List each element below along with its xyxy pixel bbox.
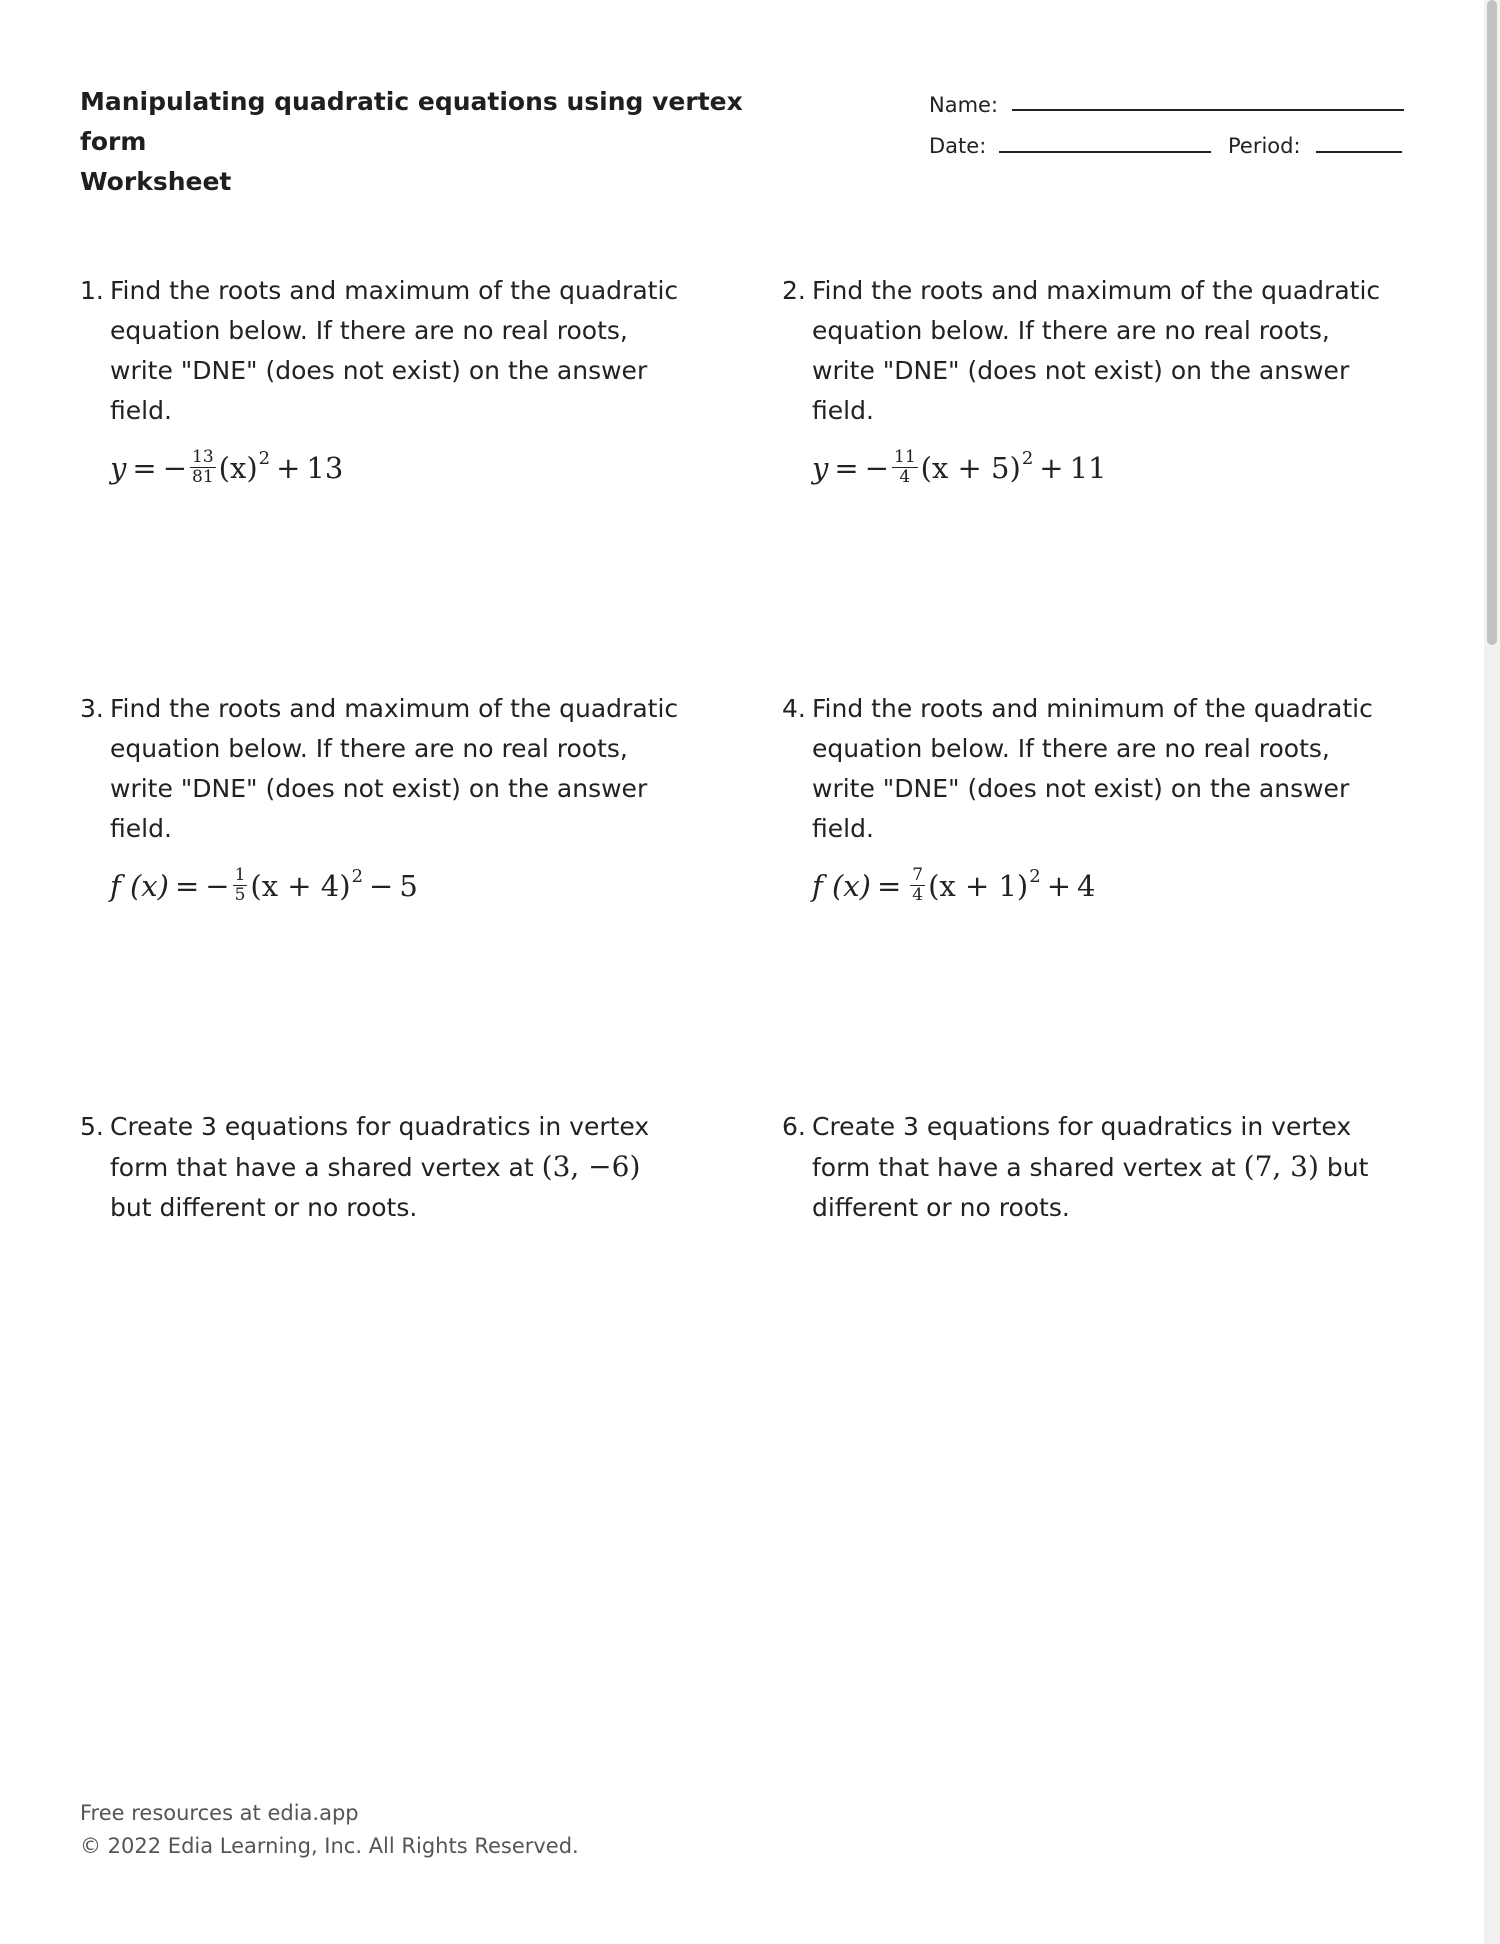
equation-fraction xyxy=(233,864,248,905)
footer-resources-link[interactable]: Free resources at edia.app xyxy=(80,1801,359,1825)
equation-lhs: y xyxy=(110,451,127,485)
question-number: 1. xyxy=(80,276,104,305)
vertical-scrollbar[interactable] xyxy=(1484,0,1500,1944)
equation-exponent: 2 xyxy=(1029,866,1041,887)
question-text: Find the roots and maximum of the quadratic equation below. If there are no real roots, write "DNE" (does not exist) on the answer field. xyxy=(812,276,1381,425)
equation-exponent: 2 xyxy=(1021,448,1034,469)
fraction-denominator: 4 xyxy=(912,884,924,905)
question-text-after: but different or no roots. xyxy=(110,1193,418,1222)
equation-equals: = xyxy=(876,869,902,903)
fraction-numerator: 11 xyxy=(894,446,916,467)
question-number: 5. xyxy=(80,1112,104,1141)
period-field-line[interactable] xyxy=(1316,151,1402,153)
question-text xyxy=(782,1107,1382,1228)
equation-fraction xyxy=(190,446,216,487)
question-number: 3. xyxy=(80,694,104,723)
equation-tail-operator: − xyxy=(369,869,394,903)
equation-equals: = xyxy=(834,451,859,485)
vertex-coordinates: (7, 3) xyxy=(1243,1150,1319,1183)
question-text xyxy=(80,1107,680,1228)
equation-lhs: y xyxy=(812,451,829,485)
equation-tail-operator: + xyxy=(1046,869,1072,903)
page-title xyxy=(80,82,780,202)
equation xyxy=(782,437,1382,490)
period-label: Period: xyxy=(1228,134,1301,158)
question-2 xyxy=(782,271,1382,490)
question-text: Find the roots and maximum of the quadratic equation below. If there are no real roots, write "DNE" (does not exist) on the answer field. xyxy=(110,276,679,425)
date-field-line[interactable] xyxy=(999,151,1211,153)
equation-constant: 4 xyxy=(1077,869,1096,903)
question-4 xyxy=(782,689,1382,908)
date-label: Date: xyxy=(929,134,987,158)
fraction-denominator: 5 xyxy=(234,884,246,905)
equation-exponent: 2 xyxy=(258,448,271,469)
question-1 xyxy=(80,271,680,490)
fraction-denominator: 4 xyxy=(899,466,911,487)
question-text-before: Create 3 equations for quadratics in vertex form that have a shared vertex at xyxy=(110,1112,650,1182)
equation-constant: 13 xyxy=(306,451,344,485)
equation-inner: (x + 4) xyxy=(250,869,351,903)
equation-inner: (x + 1) xyxy=(928,869,1029,903)
equation-tail-operator: + xyxy=(1039,451,1064,485)
vertex-coordinates: (3, −6) xyxy=(541,1150,641,1183)
equation-constant: 11 xyxy=(1069,451,1107,485)
question-6 xyxy=(782,1107,1382,1228)
equation-equals: = xyxy=(132,451,157,485)
equation-inner: (x + 5) xyxy=(920,451,1021,485)
equation-equals: = xyxy=(174,869,200,903)
question-text-before: Create 3 equations for quadratics in vertex form that have a shared vertex at xyxy=(812,1112,1352,1182)
fraction-denominator: 81 xyxy=(192,466,214,487)
fraction-numerator: 7 xyxy=(912,864,924,885)
equation-sign: − xyxy=(205,869,230,903)
equation-tail-operator: + xyxy=(276,451,301,485)
name-label: Name: xyxy=(929,93,999,117)
equation-lhs: f (x) xyxy=(812,869,871,903)
title-line-2: Worksheet xyxy=(80,167,232,196)
question-text: Find the roots and maximum of the quadratic equation below. If there are no real roots, write "DNE" (does not exist) on the answer field. xyxy=(110,694,679,843)
equation-inner: (x) xyxy=(218,451,258,485)
question-5 xyxy=(80,1107,680,1228)
equation-constant: 5 xyxy=(399,869,418,903)
question-text-after: but different or no roots. xyxy=(812,1153,1369,1222)
fraction-numerator: 13 xyxy=(192,446,214,467)
footer xyxy=(80,1797,579,1863)
scrollbar-thumb[interactable] xyxy=(1487,0,1497,645)
question-3 xyxy=(80,689,680,908)
equation-sign: − xyxy=(162,451,188,485)
equation xyxy=(782,855,1382,908)
equation-lhs: f (x) xyxy=(110,869,169,903)
equation-fraction xyxy=(910,864,925,905)
question-text: Find the roots and minimum of the quadratic equation below. If there are no real roots, write "DNE" (does not exist) on the answer field. xyxy=(812,694,1373,843)
equation xyxy=(80,437,680,490)
question-number: 4. xyxy=(782,694,806,723)
equation-exponent: 2 xyxy=(351,866,364,887)
footer-copyright: © 2022 Edia Learning, Inc. All Rights Reserved. xyxy=(80,1834,579,1858)
equation xyxy=(80,855,680,908)
fraction-numerator: 1 xyxy=(234,864,246,885)
equation-fraction xyxy=(892,446,918,487)
question-number: 2. xyxy=(782,276,806,305)
question-number: 6. xyxy=(782,1112,806,1141)
name-field-line[interactable] xyxy=(1012,109,1404,111)
equation-sign: − xyxy=(864,451,890,485)
title-line-1: Manipulating quadratic equations using vertex form xyxy=(80,87,743,156)
